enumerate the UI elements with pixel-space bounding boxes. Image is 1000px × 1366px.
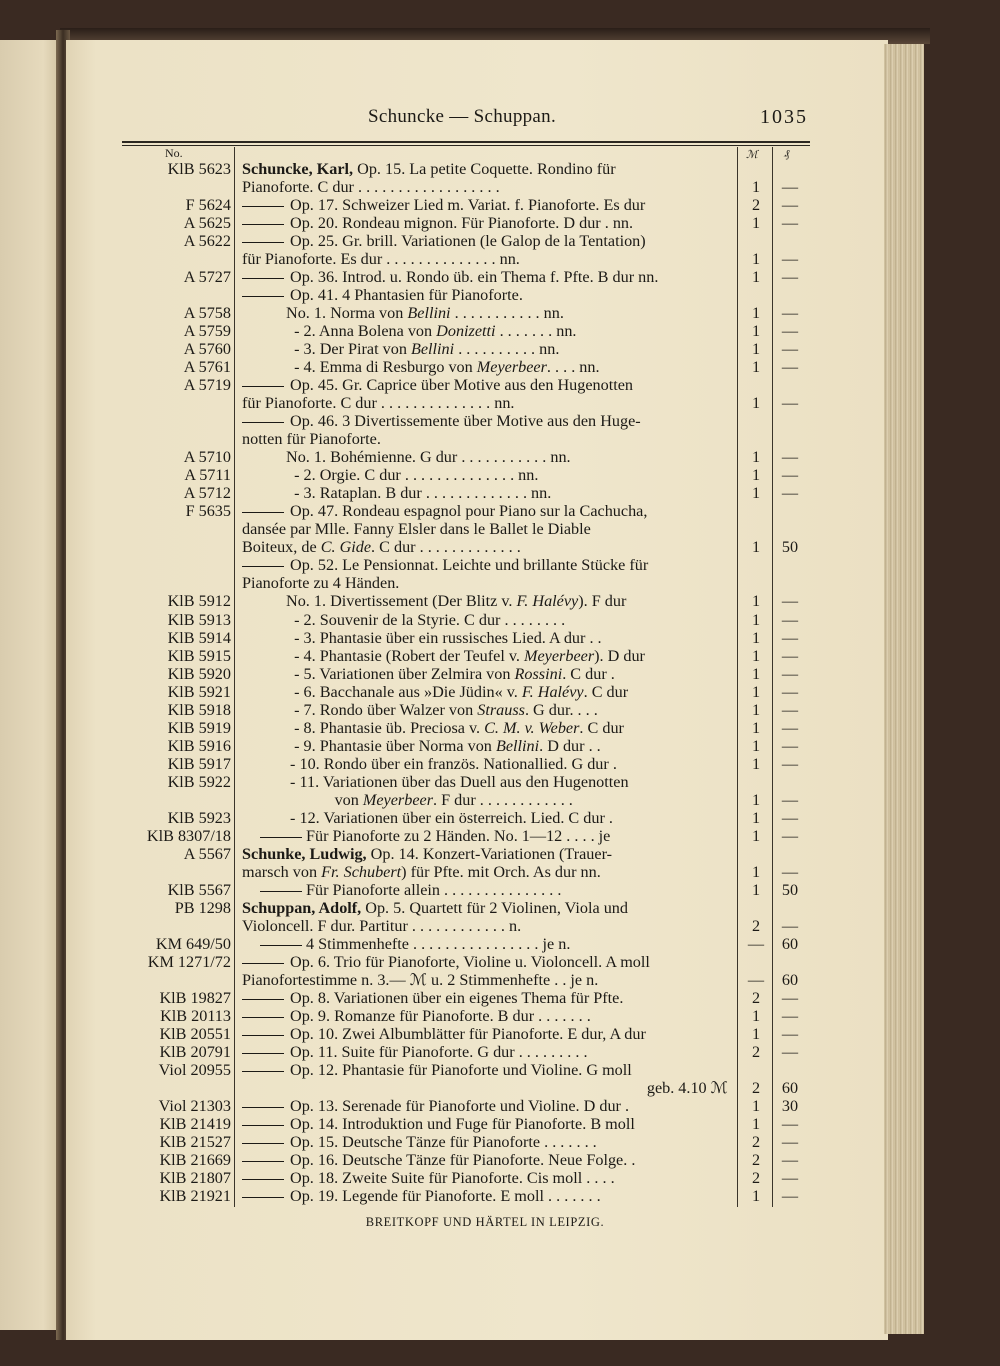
price-pfennig: — [781, 790, 799, 809]
price-pfennig: — [781, 268, 799, 287]
catalog-number: KlB 5913 [167, 610, 231, 629]
catalog-entry [0, 827, 1000, 845]
entry-description: Op. 18. Zweite Suite für Pianoforte. Cis moll . . . . [242, 1169, 732, 1187]
catalog-entry [0, 268, 1000, 286]
catalog-entry [0, 286, 1000, 304]
column-head-no: No. [165, 146, 183, 160]
entry-description: Pianofortestimme n. 3.— ℳ u. 2 Stimmenhefte . . je n. [242, 970, 599, 989]
header-rule-thin [122, 145, 810, 146]
price-pfennig: — [781, 664, 799, 683]
entry-description: - 7. Rondo über Walzer von Strauss. G dur. . . . [286, 700, 598, 719]
price-mark: 1 [751, 628, 761, 647]
price-mark: 1 [751, 664, 761, 683]
price-mark: 1 [751, 538, 761, 557]
price-mark: 2 [751, 1042, 761, 1061]
price-mark: 2 [751, 988, 761, 1007]
price-mark: 1 [751, 790, 761, 809]
catalog-number: KlB 21807 [159, 1169, 231, 1188]
publisher-footer: BREITKOPF UND HÄRTEL IN LEIPZIG. [365, 1215, 605, 1230]
price-pfennig: — [781, 610, 799, 629]
catalog-entry [0, 1151, 1000, 1169]
entry-description: - 12. Variationen über ein österreich. Lied. C dur . [286, 808, 613, 827]
price-pfennig: — [781, 718, 799, 737]
catalog-entry [0, 574, 1000, 592]
entry-description: Pianoforte. C dur . . . . . . . . . . . . . . . . . . [242, 178, 500, 197]
catalog-entry [0, 1079, 1000, 1097]
price-pfennig: 50 [781, 538, 799, 557]
price-pfennig: — [781, 1151, 799, 1170]
page-number: 1035 [760, 106, 808, 128]
entry-description: für Pianoforte. C dur . . . . . . . . . . . . . . nn. [242, 394, 515, 413]
price-pfennig: — [781, 1042, 799, 1061]
price-mark: 1 [751, 736, 761, 755]
entry-description: Op. 13. Serenade für Pianoforte und Violine. D dur . [242, 1097, 732, 1115]
price-pfennig: 60 [781, 1079, 799, 1098]
price-pfennig: — [781, 322, 799, 341]
entry-description: Op. 10. Zwei Albumblätter für Pianoforte. E dur, A dur [242, 1025, 732, 1043]
entry-description: - 6. Bacchanale aus »Die Jüdin« v. F. Halévy. C dur [286, 682, 629, 701]
header-rule [122, 141, 810, 143]
price-pfennig: — [781, 340, 799, 359]
price-pfennig: — [781, 826, 799, 845]
entry-description: - 8. Phantasie üb. Preciosa v. C. M. v. Weber. C dur [286, 718, 624, 737]
catalog-entry [0, 502, 1000, 520]
entry-description: Op. 15. Deutsche Tänze für Pianoforte . . . . . . . [242, 1133, 732, 1151]
entry-description: Schunke, Ludwig, Op. 14. Konzert-Variationen (Trauer- [242, 844, 613, 863]
entry-description: - 9. Phantasie über Norma von Bellini. D dur . . [286, 736, 601, 755]
price-mark: 1 [751, 1097, 761, 1116]
catalog-number: A 5760 [183, 340, 231, 359]
price-mark: 1 [751, 880, 761, 899]
entry-description: Violoncell. F dur. Partitur . . . . . . . . . . . . n. [242, 916, 522, 935]
entry-description: Op. 36. Introd. u. Rondo üb. ein Thema f. Pfte. B dur nn. [242, 268, 732, 286]
catalog-number: KM 1271/72 [147, 952, 231, 971]
price-mark: 1 [751, 1006, 761, 1025]
entry-description: - 10. Rondo über ein französ. Nationallied. G dur . [286, 754, 617, 773]
catalog-number: A 5625 [183, 214, 231, 233]
price-pfennig: — [781, 808, 799, 827]
price-mark: 1 [751, 700, 761, 719]
catalog-entry [0, 592, 1000, 610]
catalog-number: KlB 8307/18 [146, 826, 231, 845]
catalog-number: F 5624 [185, 196, 231, 215]
catalog-entry [0, 538, 1000, 556]
price-pfennig: 60 [781, 934, 799, 953]
price-pfennig: — [781, 214, 799, 233]
price-pfennig: — [781, 196, 799, 215]
entry-description: Op. 41. 4 Phantasien für Pianoforte. [242, 286, 732, 304]
price-mark: 1 [751, 394, 761, 413]
price-mark: 1 [751, 592, 761, 611]
catalog-number: KlB 21921 [159, 1187, 231, 1206]
catalog-entry [0, 1043, 1000, 1061]
catalog-number: F 5635 [185, 502, 231, 521]
entry-description: Op. 12. Phantasie für Pianoforte und Violine. G moll [242, 1061, 732, 1079]
catalog-entry [0, 1061, 1000, 1079]
price-mark: 2 [751, 916, 761, 935]
catalog-entry [0, 1007, 1000, 1025]
catalog-number: KlB 5923 [167, 808, 231, 827]
entry-description: - 2. Anna Bolena von Donizetti . . . . . . . nn. [286, 322, 577, 341]
catalog-entry [0, 412, 1000, 430]
entry-description: Schuncke, Karl, Op. 15. La petite Coquette. Rondino für [242, 160, 616, 178]
catalog-entry [0, 196, 1000, 214]
entry-description: von Meyerbeer. F dur . . . . . . . . . . . . [286, 790, 573, 809]
entry-description: Op. 6. Trio für Pianoforte, Violine u. Violoncell. A moll [242, 953, 732, 971]
catalog-number: PB 1298 [174, 898, 231, 917]
entry-description: Op. 20. Rondeau mignon. Für Pianoforte. D dur . nn. [242, 214, 732, 232]
price-pfennig: — [781, 754, 799, 773]
price-pfennig: — [781, 1115, 799, 1134]
price-mark: 1 [751, 682, 761, 701]
price-pfennig: — [781, 1187, 799, 1206]
catalog-entry [0, 1187, 1000, 1205]
price-mark: 1 [751, 484, 761, 503]
catalog-number: A 5710 [183, 448, 231, 467]
entry-description: Schuppan, Adolf, Op. 5. Quartett für 2 Violinen, Viola und [242, 898, 628, 917]
catalog-number: A 5758 [183, 304, 231, 323]
entry-description: Op. 14. Introduktion und Fuge für Pianoforte. B moll [242, 1115, 732, 1133]
entry-description: No. 1. Divertissement (Der Blitz v. F. Halévy). F dur [286, 592, 627, 611]
catalog-entry [0, 755, 1000, 773]
catalog-entry [0, 1169, 1000, 1187]
catalog-entry [0, 953, 1000, 971]
entry-description: Op. 17. Schweizer Lied m. Variat. f. Pianoforte. Es dur [242, 196, 732, 214]
catalog-entry [0, 719, 1000, 737]
price-pfennig: — [781, 178, 799, 197]
entry-description: für Pianoforte. Es dur . . . . . . . . . . . . . . nn. [242, 250, 520, 269]
catalog-number: KlB 5912 [167, 592, 231, 611]
entry-description: No. 1. Bohémienne. G dur . . . . . . . . . . . nn. [286, 448, 571, 467]
price-mark: 2 [751, 196, 761, 215]
catalog-entry [0, 629, 1000, 647]
price-mark: 2 [751, 1169, 761, 1188]
catalog-entry [0, 178, 1000, 196]
catalog-number: KlB 21527 [159, 1133, 231, 1152]
entry-description: - 3. Phantasie über ein russisches Lied. A dur . . [286, 628, 602, 647]
price-mark: 1 [751, 826, 761, 845]
catalog-number: KlB 20551 [159, 1024, 231, 1043]
price-mark: 1 [751, 178, 761, 197]
price-pfennig: — [781, 736, 799, 755]
catalog-number: A 5711 [184, 466, 231, 485]
catalog-number: Viol 20955 [158, 1061, 231, 1079]
price-pfennig: — [781, 628, 799, 647]
entry-description: geb. 4.10 ℳ [646, 1079, 728, 1098]
catalog-number: KlB 5915 [167, 646, 231, 665]
price-mark: 1 [751, 646, 761, 665]
catalog-entry [0, 448, 1000, 466]
catalog-number: KlB 19827 [159, 988, 231, 1007]
catalog-entry [0, 250, 1000, 268]
price-mark: 1 [751, 214, 761, 233]
entry-description: dansée par Mlle. Fanny Elsler dans le Ballet le Diable [242, 520, 591, 539]
catalog-entry [0, 304, 1000, 322]
catalog-entry [0, 160, 1000, 178]
price-pfennig: 60 [781, 970, 799, 989]
price-pfennig: — [781, 988, 799, 1007]
catalog-number: KlB 20113 [160, 1006, 231, 1025]
price-pfennig: — [781, 646, 799, 665]
catalog-entry [0, 232, 1000, 250]
catalog-entry [0, 899, 1000, 917]
price-mark: 1 [751, 466, 761, 485]
price-pfennig: 30 [781, 1097, 799, 1116]
catalog-entry [0, 1097, 1000, 1115]
catalog-entry [0, 430, 1000, 448]
catalog-number: KlB 5917 [167, 754, 231, 773]
price-pfennig: — [781, 304, 799, 323]
catalog-entry [0, 917, 1000, 935]
entry-description: Op. 46. 3 Divertissemente über Motive aus den Huge- [242, 412, 732, 430]
page-title: Schuncke — Schuppan. [367, 106, 557, 127]
price-mark: 1 [751, 448, 761, 467]
price-mark: 1 [751, 610, 761, 629]
catalog-number: A 5567 [183, 844, 231, 863]
price-pfennig: — [781, 394, 799, 413]
catalog-number: KlB 5918 [167, 700, 231, 719]
catalog-entry [0, 809, 1000, 827]
price-pfennig: — [781, 1024, 799, 1043]
price-mark: 1 [751, 718, 761, 737]
price-pfennig: — [781, 916, 799, 935]
catalog-entry [0, 394, 1000, 412]
catalog-entry [0, 520, 1000, 538]
catalog-number: A 5727 [183, 268, 231, 287]
price-pfennig: — [781, 358, 799, 377]
entry-description: notten für Pianoforte. [242, 430, 381, 449]
column-head-pfennig: ₰ [784, 148, 790, 160]
catalog-number: A 5719 [183, 376, 231, 395]
price-mark: 2 [751, 1133, 761, 1152]
catalog-entry [0, 737, 1000, 755]
price-pfennig: — [781, 250, 799, 269]
price-pfennig: — [781, 1006, 799, 1025]
running-header [112, 106, 812, 136]
catalog-entry [0, 556, 1000, 574]
entry-description: Op. 52. Le Pensionnat. Leichte und brillante Stücke für [242, 556, 732, 574]
price-pfennig: 50 [781, 880, 799, 899]
catalog-number: Viol 21303 [158, 1097, 231, 1116]
price-mark: 1 [751, 754, 761, 773]
price-mark: 1 [751, 304, 761, 323]
catalog-number: A 5622 [183, 232, 231, 251]
price-mark: 1 [751, 1024, 761, 1043]
catalog-entry [0, 611, 1000, 629]
entry-description: Op. 11. Suite für Pianoforte. G dur . . . . . . . . . [242, 1043, 732, 1061]
catalog-entry [0, 665, 1000, 683]
entry-description: No. 1. Norma von Bellini . . . . . . . . . . . nn. [286, 304, 564, 323]
catalog-entry [0, 773, 1000, 791]
catalog-entry [0, 358, 1000, 376]
catalog-entry [0, 791, 1000, 809]
catalog-number: A 5712 [183, 484, 231, 503]
price-mark: 1 [751, 808, 761, 827]
price-pfennig: — [781, 700, 799, 719]
entry-description: - 4. Emma di Resburgo von Meyerbeer. . . . nn. [286, 358, 600, 377]
price-mark: 1 [751, 862, 761, 881]
price-pfennig: — [781, 682, 799, 701]
catalog-entry [0, 647, 1000, 665]
catalog-number: KlB 5916 [167, 736, 231, 755]
catalog-entry [0, 466, 1000, 484]
catalog-entry [0, 322, 1000, 340]
price-mark: 1 [751, 268, 761, 287]
entry-description: - 4. Phantasie (Robert der Teufel v. Meyerbeer). D dur [286, 646, 645, 665]
price-mark: 1 [751, 340, 761, 359]
price-pfennig: — [781, 1133, 799, 1152]
catalog-entry [0, 214, 1000, 232]
catalog-number: KlB 21669 [159, 1151, 231, 1170]
catalog-entry [0, 845, 1000, 863]
price-mark: 1 [751, 1115, 761, 1134]
catalog-number: KM 649/50 [155, 934, 231, 953]
catalog-number: A 5761 [183, 358, 231, 377]
entry-description: - 11. Variationen über das Duell aus den Hugenotten [286, 772, 629, 791]
catalog-entry [0, 971, 1000, 989]
catalog-entry [0, 881, 1000, 899]
price-mark: 2 [751, 1151, 761, 1170]
price-mark: — [747, 970, 765, 989]
entry-description: Op. 16. Deutsche Tänze für Pianoforte. Neue Folge. . [242, 1151, 732, 1169]
entry-description: 4 Stimmenhefte . . . . . . . . . . . . . . . . je n. [260, 935, 750, 953]
entry-description: Op. 9. Romanze für Pianoforte. B dur . . . . . . . [242, 1007, 732, 1025]
entry-description: Op. 47. Rondeau espagnol pour Piano sur la Cachucha, [242, 502, 732, 520]
catalog-entry [0, 683, 1000, 701]
entry-description: Op. 8. Variationen über ein eigenes Thema für Pfte. [242, 989, 732, 1007]
catalog-number: A 5759 [183, 322, 231, 341]
price-mark: 1 [751, 358, 761, 377]
catalog-entry [0, 935, 1000, 953]
catalog-number: KlB 5921 [167, 682, 231, 701]
price-pfennig: — [781, 1169, 799, 1188]
entry-description: Op. 45. Gr. Caprice über Motive aus den Hugenotten [242, 376, 732, 394]
price-mark: 1 [751, 1187, 761, 1206]
price-mark: 2 [751, 1079, 761, 1098]
price-pfennig: — [781, 448, 799, 467]
price-pfennig: — [781, 592, 799, 611]
catalog-number: KlB 20791 [159, 1042, 231, 1061]
entry-description: Boiteux, de C. Gide. C dur . . . . . . . . . . . . . [242, 538, 521, 557]
price-pfennig: — [781, 862, 799, 881]
entry-description: Op. 25. Gr. brill. Variationen (le Galop de la Tentation) [242, 232, 732, 250]
column-head-mark: ℳ [746, 149, 758, 161]
entry-description: Pianoforte zu 4 Händen. [242, 574, 400, 593]
catalog-entry [0, 484, 1000, 502]
entry-description: marsch von Fr. Schubert) für Pfte. mit Orch. As dur nn. [242, 862, 601, 881]
catalog-number: KlB 5922 [167, 772, 231, 791]
catalog-number: KlB 5914 [167, 628, 231, 647]
catalog-number: KlB 5567 [167, 880, 231, 899]
entry-description: - 3. Rataplan. B dur . . . . . . . . . . . . . nn. [286, 484, 552, 503]
entry-description: - 2. Souvenir de la Styrie. C dur . . . . . . . . [286, 610, 566, 629]
entry-description: - 5. Variationen über Zelmira von Rossini. C dur . [286, 664, 615, 683]
catalog-entry [0, 1133, 1000, 1151]
catalog-number: KlB 5623 [167, 160, 231, 178]
catalog-entry [0, 340, 1000, 358]
price-pfennig: — [781, 484, 799, 503]
price-mark: 1 [751, 322, 761, 341]
price-mark: — [747, 934, 765, 953]
catalog-entry [0, 989, 1000, 1007]
catalog-number: KlB 21419 [159, 1115, 231, 1134]
catalog-number: KlB 5920 [167, 664, 231, 683]
catalog-entry [0, 863, 1000, 881]
catalog-entry [0, 376, 1000, 394]
price-pfennig: — [781, 466, 799, 485]
entry-description: Op. 19. Legende für Pianoforte. E moll . . . . . . . [242, 1187, 732, 1205]
catalog-entry [0, 1025, 1000, 1043]
catalog-entry [0, 701, 1000, 719]
entry-description: Für Pianoforte allein . . . . . . . . . . . . . . . [260, 881, 750, 899]
catalog-entry [0, 1115, 1000, 1133]
entry-description: - 2. Orgie. C dur . . . . . . . . . . . . . . nn. [286, 466, 539, 485]
price-mark: 1 [751, 250, 761, 269]
catalog-number: KlB 5919 [167, 718, 231, 737]
entry-description: - 3. Der Pirat von Bellini . . . . . . . . . . nn. [286, 340, 560, 359]
entry-description: Für Pianoforte zu 2 Händen. No. 1—12 . . . . je [260, 827, 750, 845]
